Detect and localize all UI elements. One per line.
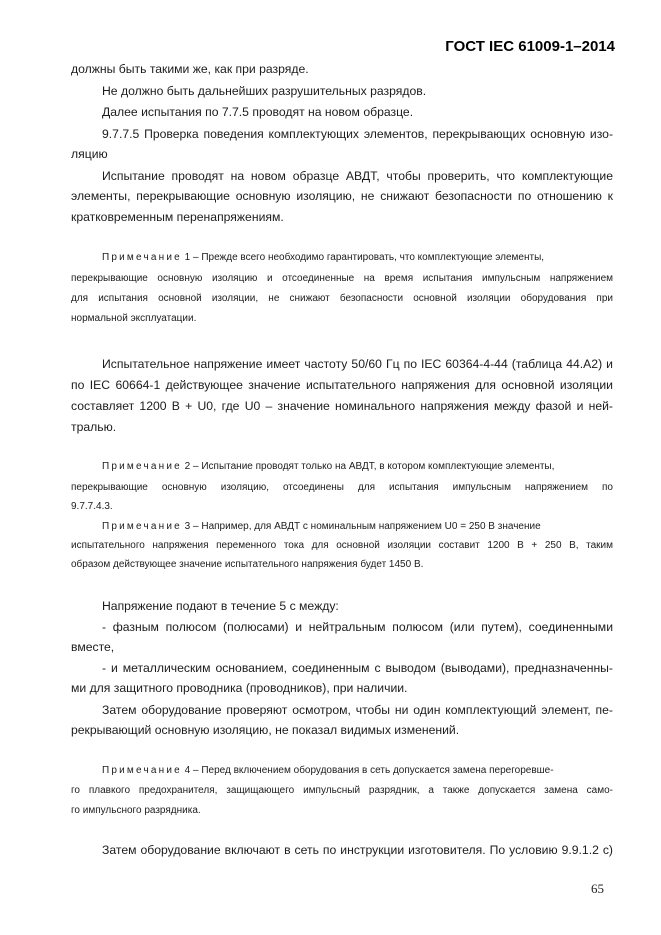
text-line: должны быть такими же, как при разряде. (71, 62, 309, 76)
note-text: испытательного напряжения переменного тока для основной изоляции составит 1200 В + 250 В, таким (71, 540, 613, 551)
text-line: элементы, перекрывающие основную изоляцию, не снижают безопасности по отношению к (71, 189, 613, 203)
page-number: 65 (591, 881, 604, 896)
note-number: 3 (184, 521, 191, 532)
note-number: 2 (184, 461, 191, 472)
note-text: го плавкого предохранителя, защищающего импульсный разрядник, а также допускается замена само- (71, 785, 613, 796)
note-text: го импульсного разрядника. (71, 805, 201, 816)
section-heading-cont: ляцию (71, 147, 108, 161)
note-text: для испытания основной изоляции, не снижают безопасности основной изоляции оборудования при (71, 293, 613, 304)
text-line: рекрывающий основную изоляцию, не показал видимых изменений. (71, 723, 460, 737)
text-line: составляет 1200 В + U0, где U0 – значение номинального напряжения между фазой и ней- (71, 399, 613, 413)
note-label: Примечание (102, 252, 182, 263)
note-text: образом действующее значение испытательного напряжения будет 1450 В. (71, 559, 424, 570)
note-label: Примечание (102, 461, 182, 472)
note-text: – Перед включением оборудования в сеть допускается замена перегоревше- (193, 765, 554, 776)
note-text: перекрывающие основную изоляцию, отсоединены для испытания импульсным напряжением по (71, 482, 613, 493)
text-line: тралью. (71, 420, 117, 434)
text-line: Затем оборудование проверяют осмотром, чтобы ни один комплектующий элемент, пе- (102, 703, 613, 717)
list-item: - и металлическим основанием, соединенным с выводом (выводами), предназначенны- (102, 661, 613, 675)
section-heading: 9.7.7.5 Проверка поведения комплектующих элементов, перекрывающих основную изо- (102, 127, 613, 141)
document-header: ГОСТ IEC 61009-1–2014 (445, 38, 615, 55)
note-2 (102, 460, 554, 474)
text-line: Напряжение подают в течение 5 с между: (102, 599, 339, 613)
text-line: Испытание проводят на новом образце АВДТ, чтобы проверить, что комплектующие (102, 169, 613, 183)
list-item-cont: вместе, (71, 640, 115, 654)
list-item-cont: ми для защитного проводника (проводников), при наличии. (71, 681, 408, 695)
text-line: Затем оборудование включают в сеть по инструкции изготовителя. По условию 9.9.1.2 c) (102, 843, 613, 857)
note-text: 9.7.7.4.3. (71, 501, 113, 512)
note-4 (102, 764, 554, 778)
text-line: Не должно быть дальнейших разрушительных разрядов. (102, 84, 427, 98)
text-line: Испытательное напряжение имеет частоту 50/60 Гц по IEC 60364-4-44 (таблица 44.A2) и (102, 357, 613, 371)
note-label: Примечание (102, 521, 182, 532)
note-3 (102, 520, 541, 534)
note-text: – Прежде всего необходимо гарантировать, что комплектующие элементы, (193, 252, 545, 263)
note-1 (102, 251, 544, 265)
text-line: Далее испытания по 7.7.5 проводят на новом образце. (102, 105, 414, 119)
note-label: Примечание (102, 765, 182, 776)
note-number: 4 (184, 765, 191, 776)
note-number: 1 (184, 252, 191, 263)
note-text: – Например, для АВДТ с номинальным напряжением U0 = 250 В значение (193, 521, 541, 532)
list-item: - фазным полюсом (полюсами) и нейтральным полюсом (или путем), соединенными (102, 620, 613, 634)
text-line: по IEC 60664-1 действующее значение испытательного напряжения для основной изоляции (71, 378, 613, 392)
text-line: кратковременным перенапряжениям. (71, 210, 284, 224)
note-text: перекрывающие основную изоляцию и отсоединенные на время испытания импульсным напряжением (71, 273, 613, 284)
note-text: нормальной эксплуатации. (71, 313, 197, 324)
note-text: – Испытание проводят только на АВДТ, в котором комплектующие элементы, (193, 461, 555, 472)
